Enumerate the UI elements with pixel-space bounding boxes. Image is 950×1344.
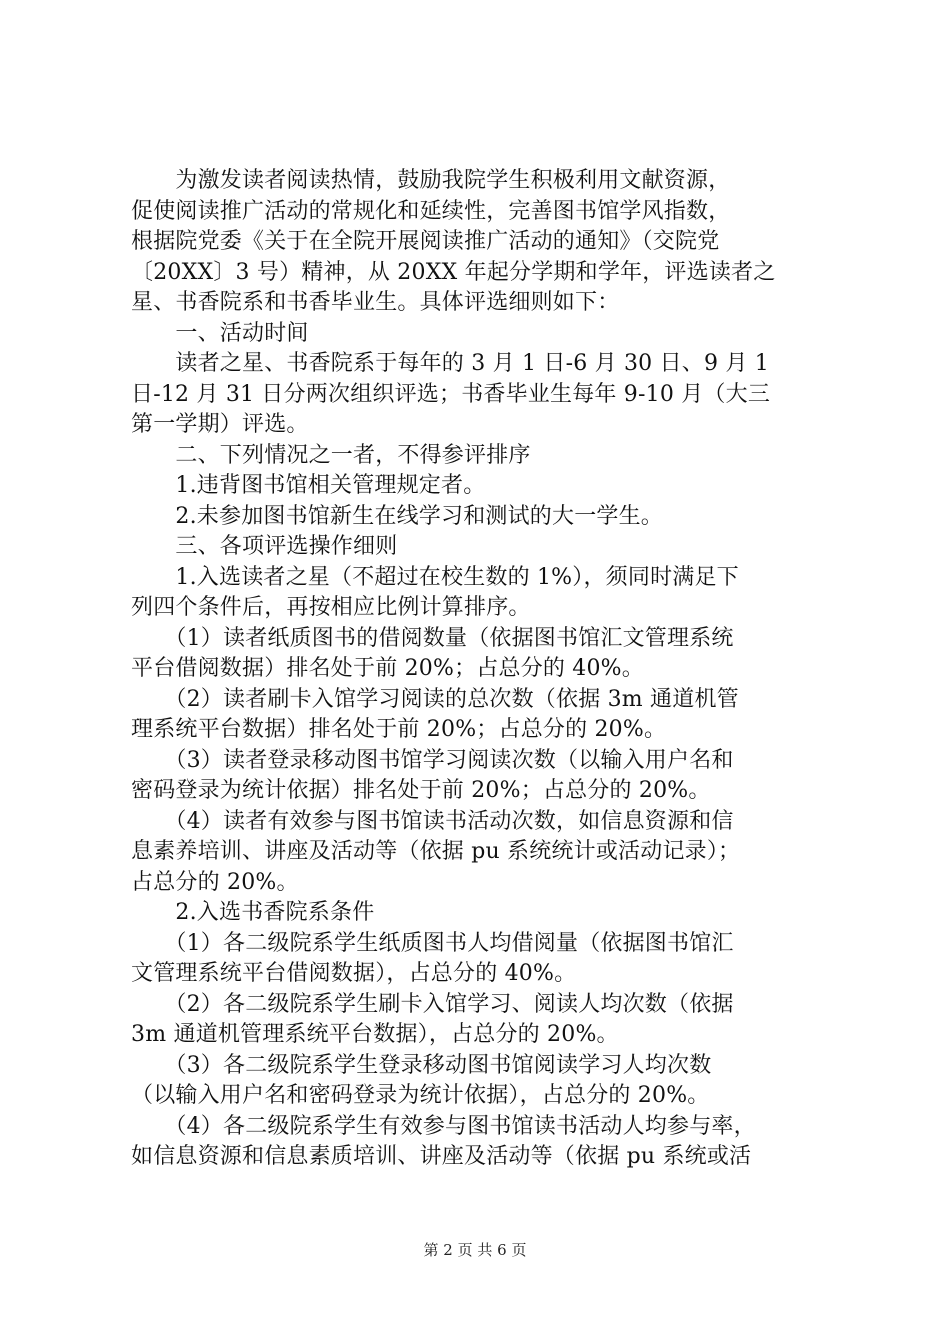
text-line: 二、下列情况之一者，不得参评排序 (131, 442, 531, 468)
text-line: 根据院党委《关于在全院开展阅读推广活动的通知》（交院党 (131, 229, 720, 254)
text-line: 平台借阅数据）排名处于前 20%；占总分的 40%。 (131, 656, 644, 681)
text-line: 促使阅读推广活动的常规化和延续性，完善图书馆学风指数， (131, 198, 731, 224)
text-line: （2）各二级院系学生刷卡入馆学习、阅读人均次数（依据 (131, 991, 734, 1017)
text-line: 一、活动时间 (131, 320, 309, 346)
text-line: 理系统平台数据）排名处于前 20%；占总分的 20%。 (131, 717, 667, 742)
text-line: 为激发读者阅读热情，鼓励我院学生积极利用文献资源， (131, 168, 731, 193)
text-line: 文管理系统平台借阅数据），占总分的 40%。 (131, 961, 577, 986)
text-line: （以输入用户名和密码登录为统计依据），占总分的 20%。 (131, 1083, 710, 1108)
text-line: 日-12 月 31 日分两次组织评选；书香毕业生每年 9-10 月（大三 (131, 381, 771, 407)
text-line: 列四个条件后，再按相应比例计算排序。 (131, 595, 531, 620)
text-line: （2）读者刷卡入馆学习阅读的总次数（依据 3m 通道机管 (131, 686, 739, 712)
text-line: 读者之星、书香院系于每年的 3 月 1 日-6 月 30 日、9 月 1 (131, 351, 769, 376)
text-line: （3）读者登录移动图书馆学习阅读次数（以输入用户名和 (131, 747, 734, 773)
text-line: 〔20XX〕3 号）精神，从 20XX 年起分学期和学年，评选读者之 (131, 259, 776, 285)
text-line: 密码登录为统计依据）排名处于前 20%；占总分的 20%。 (131, 778, 711, 803)
text-line: （3）各二级院系学生登录移动图书馆阅读学习人均次数 (131, 1052, 712, 1078)
text-line: 3m 通道机管理系统平台数据），占总分的 20%。 (131, 1022, 619, 1047)
page-footer: 第 2 页 共 6 页 (423, 1241, 527, 1259)
text-line: 1.入选读者之星（不超过在校生数的 1%），须同时满足下 (131, 564, 739, 590)
text-line: 1.违背图书馆相关管理规定者。 (131, 473, 486, 498)
text-line: 息素养培训、讲座及活动等（依据 pu 系统统计或活动记录）； (131, 839, 741, 864)
text-line: 占总分的 20%。 (131, 869, 299, 895)
document-body (131, 166, 831, 1173)
text-line: （4）各二级院系学生有效参与图书馆读书活动人均参与率， (131, 1113, 756, 1139)
text-line: 如信息资源和信息素质培训、讲座及活动等（依据 pu 系统或活 (131, 1144, 752, 1169)
text-line: 2.未参加图书馆新生在线学习和测试的大一学生。 (131, 503, 663, 529)
text-line: （4）读者有效参与图书馆读书活动次数，如信息资源和信 (131, 808, 734, 834)
text-line: （1）各二级院系学生纸质图书人均借阅量（依据图书馆汇 (131, 930, 734, 956)
text-line: 星、书香院系和书香毕业生。具体评选细则如下： (131, 290, 620, 315)
text-line: （1）读者纸质图书的借阅数量（依据图书馆汇文管理系统 (131, 625, 734, 651)
text-line: 第一学期）评选。 (131, 412, 309, 437)
text-line: 三、各项评选操作细则 (131, 534, 398, 559)
text-line: 2.入选书香院系条件 (131, 900, 375, 925)
